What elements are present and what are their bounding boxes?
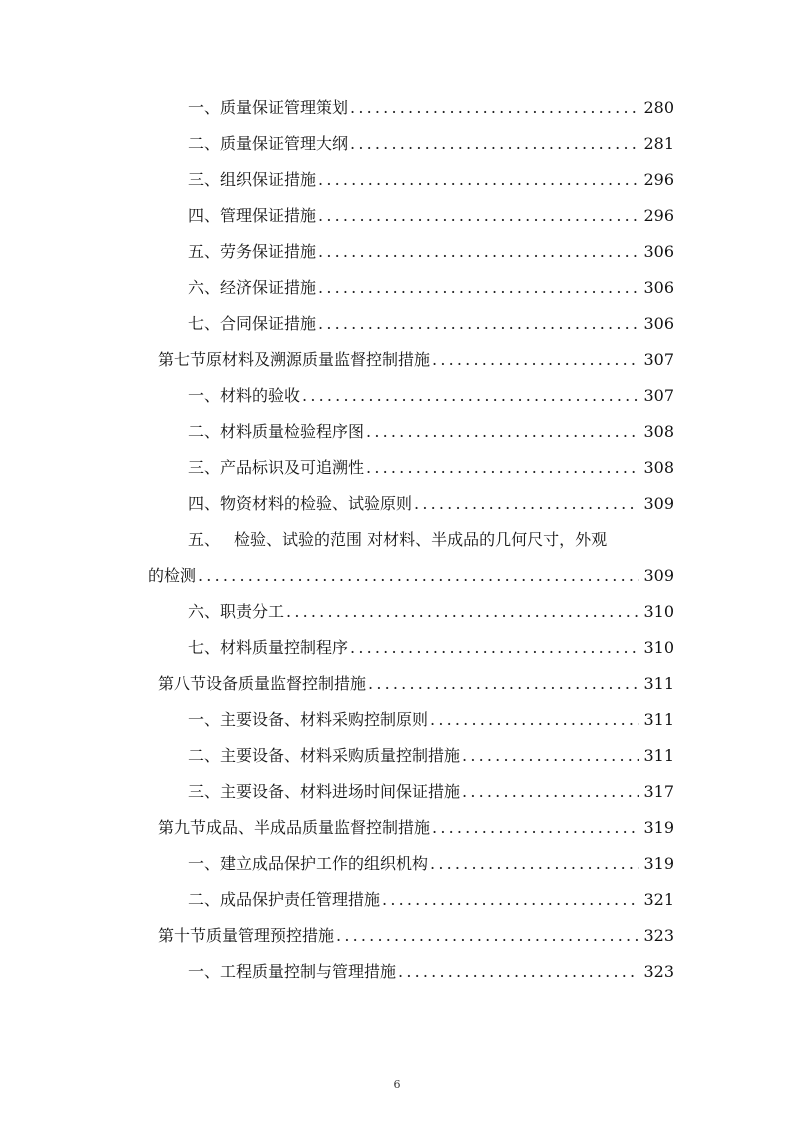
toc-entry-title: 组织保证措施 — [220, 170, 317, 189]
toc-entry-number: 三、 — [188, 458, 221, 477]
toc-entry[interactable] — [188, 954, 674, 990]
toc-entry-title: 检验、试验的范围 对材料、半成品的几何尺寸，外观 — [234, 530, 608, 549]
toc-entry-number: 三、 — [188, 170, 221, 189]
toc-entry-page: 319 — [643, 818, 674, 837]
toc-entry-title: 设备质量监督控制措施 — [206, 674, 367, 693]
toc-entry-title: 管理保证措施 — [220, 206, 317, 225]
toc-entry-title-continued: 的检测 — [148, 566, 197, 585]
toc-entry-title: 工程质量控制与管理措施 — [220, 962, 397, 981]
toc-entry-number: 五、 — [188, 242, 221, 261]
toc-leader-dots — [350, 90, 639, 126]
toc-entry[interactable] — [188, 774, 674, 810]
toc-entry-title: 主要设备、材料采购控制原则 — [220, 710, 429, 729]
toc-entry-title: 质量保证管理大纲 — [220, 134, 349, 153]
toc-leader-dots — [462, 738, 639, 774]
toc-entry-page: 323 — [643, 926, 674, 945]
toc-entry-title: 成品、半成品质量监督控制措施 — [206, 818, 431, 837]
toc-entry-title: 材料的验收 — [220, 386, 301, 405]
toc-entry-title: 合同保证措施 — [220, 314, 317, 333]
toc-entry-title: 质量管理预控措施 — [206, 926, 335, 945]
toc-leader-dots — [366, 414, 639, 450]
toc-leader-dots — [336, 918, 639, 954]
toc-entry-number: 二、 — [188, 746, 221, 765]
toc-entry[interactable] — [188, 90, 674, 126]
toc-entry[interactable] — [188, 702, 674, 738]
toc-entry-page: 309 — [643, 566, 674, 585]
toc-entry-page: 309 — [643, 494, 674, 513]
toc-entry[interactable] — [188, 162, 674, 198]
toc-leader-dots — [462, 774, 639, 810]
toc-entry[interactable] — [188, 126, 674, 162]
toc-entry[interactable] — [188, 630, 674, 666]
toc-entry-title: 建立成品保护工作的组织机构 — [220, 854, 429, 873]
toc-entry-number: 一、 — [188, 854, 221, 873]
toc-entry[interactable] — [188, 270, 674, 306]
toc-entry-page: 321 — [643, 890, 674, 909]
toc-entry-number: 七、 — [188, 638, 221, 657]
toc-entry-title: 质量保证管理策划 — [220, 98, 349, 117]
toc-section-number: 第八节 — [158, 674, 207, 693]
toc-entry-page: 311 — [643, 674, 674, 693]
toc-entry-page: 308 — [643, 458, 674, 477]
toc-entry-number: 一、 — [188, 386, 221, 405]
toc-entry-number: 五、 — [188, 530, 221, 549]
toc-entry[interactable] — [188, 594, 674, 630]
toc-entry-number: 一、 — [188, 710, 221, 729]
toc-entry-page: 307 — [643, 386, 674, 405]
toc-section-entry[interactable] — [158, 918, 674, 954]
toc-leader-dots — [366, 450, 639, 486]
toc-entry-number: 一、 — [188, 98, 221, 117]
toc-entry-number: 三、 — [188, 782, 221, 801]
toc-leader-dots — [382, 882, 639, 918]
toc-entry-page: 310 — [643, 638, 674, 657]
toc-entry-page: 323 — [643, 962, 674, 981]
toc-entry-number: 四、 — [188, 494, 221, 513]
toc-entry[interactable] — [188, 882, 674, 918]
toc-leader-dots — [286, 594, 639, 630]
toc-entry-page: 311 — [643, 746, 674, 765]
toc-entry-title: 物资材料的检验、试验原则 — [220, 494, 413, 513]
toc-entry[interactable] — [188, 846, 674, 882]
toc-section-number: 第十节 — [158, 926, 207, 945]
toc-entry-page: 319 — [643, 854, 674, 873]
toc-entry-page: 296 — [643, 206, 674, 225]
toc-entry-number: 二、 — [188, 890, 221, 909]
toc-section-number: 第七节 — [158, 350, 207, 369]
toc-entry-title: 成品保护责任管理措施 — [220, 890, 381, 909]
toc-leader-dots — [432, 810, 639, 846]
toc-entry[interactable] — [188, 738, 674, 774]
toc-leader-dots — [430, 702, 639, 738]
toc-leader-dots — [414, 486, 639, 522]
toc-entry-number: 四、 — [188, 206, 221, 225]
toc-entry-title: 经济保证措施 — [220, 278, 317, 297]
toc-entry[interactable] — [188, 234, 674, 270]
toc-entry-page: 306 — [643, 278, 674, 297]
toc-entry-page: 317 — [643, 782, 674, 801]
toc-entry-number: 二、 — [188, 422, 221, 441]
toc-entry-title: 原材料及溯源质量监督控制措施 — [206, 350, 431, 369]
toc-entry-number: 六、 — [188, 602, 221, 621]
toc-leader-dots — [318, 306, 639, 342]
toc-entry[interactable] — [188, 486, 674, 522]
toc-entry-title: 材料质量控制程序 — [220, 638, 349, 657]
toc-leader-dots — [368, 666, 639, 702]
toc-entry-number: 六、 — [188, 278, 221, 297]
toc-entry-number: 七、 — [188, 314, 221, 333]
toc-entry-wrapped[interactable] — [0, 522, 794, 594]
toc-leader-dots — [398, 954, 639, 990]
toc-entry-page: 280 — [643, 98, 674, 117]
toc-leader-dots — [318, 270, 639, 306]
toc-entry-page: 306 — [643, 314, 674, 333]
toc-entry-title: 材料质量检验程序图 — [220, 422, 365, 441]
toc-entry-page: 308 — [643, 422, 674, 441]
toc-entry-page: 310 — [643, 602, 674, 621]
page-number: 6 — [393, 1078, 401, 1091]
toc-leader-dots — [350, 630, 639, 666]
toc-entry-title: 主要设备、材料进场时间保证措施 — [220, 782, 461, 801]
toc-leader-dots — [302, 378, 639, 414]
toc-leader-dots — [350, 126, 639, 162]
toc-leader-dots — [318, 198, 639, 234]
toc-entry[interactable] — [188, 378, 674, 414]
toc-leader-dots — [432, 342, 639, 378]
toc-entry[interactable] — [188, 414, 674, 450]
toc-leader-dots — [318, 234, 639, 270]
toc-entry[interactable] — [188, 450, 674, 486]
toc-section-entry[interactable] — [158, 666, 674, 702]
toc-entry-page: 296 — [643, 170, 674, 189]
toc-entry-page: 281 — [643, 134, 674, 153]
toc-leader-dots — [430, 846, 639, 882]
toc-leader-dots — [318, 162, 639, 198]
toc-entry-page: 311 — [643, 710, 674, 729]
toc-entry[interactable] — [188, 306, 674, 342]
toc-entry-title: 职责分工 — [220, 602, 285, 621]
toc-entry-number: 二、 — [188, 134, 221, 153]
toc-section-number: 第九节 — [158, 818, 207, 837]
toc-entry-title: 主要设备、材料采购质量控制措施 — [220, 746, 461, 765]
toc-entry-title: 劳务保证措施 — [220, 242, 317, 261]
toc-section-entry[interactable] — [158, 810, 674, 846]
toc-entry-number: 一、 — [188, 962, 221, 981]
toc-entry-page: 306 — [643, 242, 674, 261]
toc-entry-title: 产品标识及可追溯性 — [220, 458, 365, 477]
toc-leader-dots — [198, 558, 639, 594]
toc-section-entry[interactable] — [158, 342, 674, 378]
toc-entry-page: 307 — [643, 350, 674, 369]
toc-entry[interactable] — [188, 198, 674, 234]
